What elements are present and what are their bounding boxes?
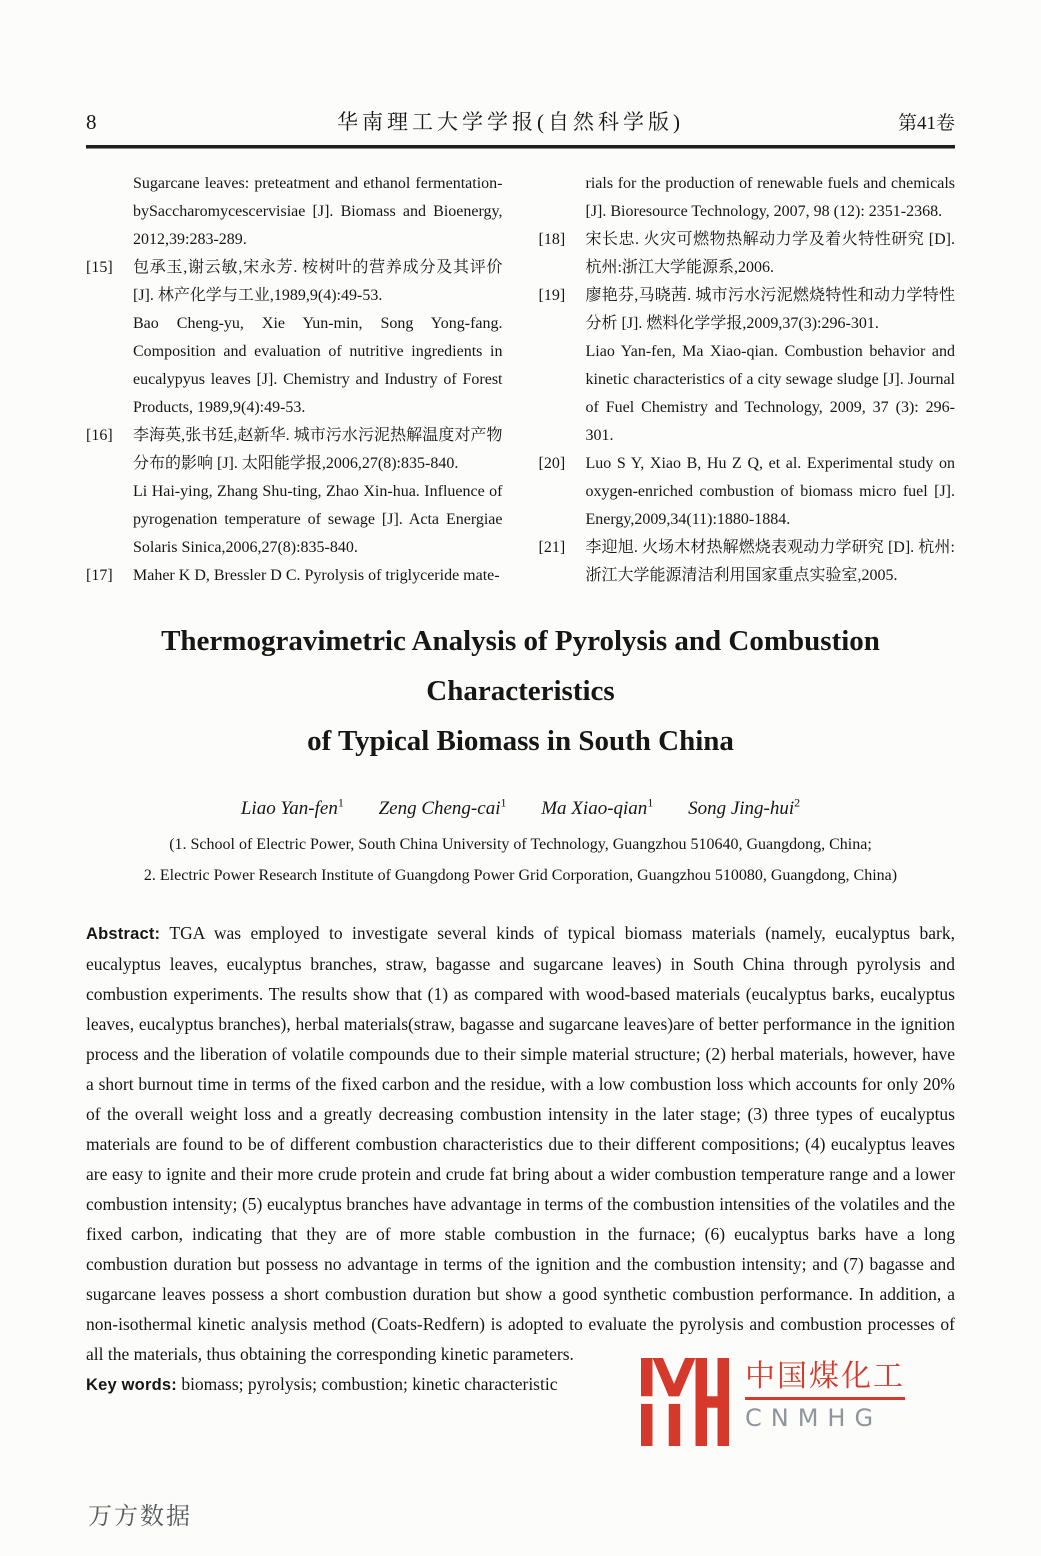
abstract-text: TGA was employed to investigate several kinds of typical biomass materials (namely, eucalyptus bark, eucalyptus leaves, eucalyptus branches, straw, bagasse and sugarcane leaves) in South China through pyrolysis and combustion experiments. The results show that (1) as compared with wood-based materials (eucalyptus barks, eucalyptus leaves, eucalyptus branches), herbal materials(straw, bagasse and sugarcane leaves)are of better performance in the ignition process and the liberation of volatile compounds due to their simple material structure; (2) herbal materials, however, have a short burnout time in terms of the fixed carbon and the residue, with a low combustion loss which accounts for only 20% of the overall weight loss and a greatly decreasing combustion intensity in the later stage; (3) three types of eucalyptus materials are found to be of different combustion characteristics due to their different compositions; (4) eucalyptus leaves are easy to ignite and their more crude protein and crude fat bring about a wider combustion temperature range and a lower combustion intensity; (5) eucalyptus branches have advantage in terms of the combustion intensities of the volatiles and the fixed carbon, indicating that they are of more stable combustion in the furnace; (6) eucalyptus barks have a long combustion duration but possess no advantage in terms of the ignition and the combustion intensity; and (7) bagasse and sugarcane leaves possess a short combustion duration but show a good synthetic combustion performance. In addition, a non-isothermal kinetic analysis method (Coats-Redfern) is adopted to evaluate the pyrolysis and combustion processes of all the materials, thus obtaining the corresponding kinetic parameters. [86, 923, 955, 1365]
author [541, 798, 653, 819]
article-title-line2: of Typical Biomass in South China [307, 725, 734, 757]
reference-entry [539, 282, 956, 450]
cnmhg-logo-text [745, 1358, 905, 1432]
cnmhg-logo-chinese: 中国煤化工 [745, 1360, 905, 1400]
journal-title: 华南理工大学学报(自然科学版) [337, 110, 684, 134]
reference-number: [20] [538, 455, 566, 472]
wanfang-watermark: 万方数据 [88, 1502, 192, 1530]
reference-text-en: Li Hai-ying, Zhang Shu-ting, Zhao Xin-hua. Influence of pyrogenation temperature of sewage [J]. Acta Energiae Solaris Sinica,2006,27(8):835-840. [133, 483, 503, 556]
author [241, 798, 344, 819]
author-affiliation-sup: 1 [337, 796, 344, 810]
reference-text: Maher K D, Bressler D C. Pyrolysis of triglyceride mate- [133, 567, 500, 584]
keywords-text: biomass; pyrolysis; combustion; kinetic characteristic [176, 1374, 558, 1395]
reference-text: rials for the production of renewable fuels and chemicals [J]. Bioresource Technology, 2007, 98 (12): 2351-2368. [585, 175, 955, 220]
reference-text [133, 254, 503, 422]
volume-label: 第41卷 [897, 113, 955, 134]
reference-number: [15] [86, 259, 113, 276]
reference-number: [16] [86, 427, 113, 444]
reference-entry [86, 254, 503, 422]
reference-number: [21] [538, 539, 566, 556]
author-name: Liao Yan-fen [240, 798, 338, 820]
cnmhg-logo [641, 1358, 905, 1446]
reference-entry [86, 562, 503, 590]
author-name: Song Jing-hui [688, 798, 795, 820]
author-affiliation-sup: 1 [647, 796, 654, 810]
affiliation-line: (1. School of Electric Power, South China University of Technology, Guangzhou 510640, Guangdong, China; [169, 836, 872, 854]
reference-number: [18] [538, 231, 566, 248]
header-divider [86, 145, 955, 148]
reference-list [86, 170, 955, 590]
reference-text-zh: 廖艳芬,马晓茜. 城市污水污泥燃烧特性和动力学特性分析 [J]. 燃料化学学报,2009,37(3):296-301. [585, 287, 955, 332]
reference-number: [19] [538, 287, 566, 304]
reference-entry [539, 534, 956, 590]
author-name: Zeng Cheng-cai [378, 798, 501, 820]
reference-text-zh: 李海英,张书廷,赵新华. 城市污水污泥热解温度对产物分布的影响 [J]. 太阳能学报,2006,27(8):835-840. [133, 427, 503, 472]
abstract-label: Abstract: [86, 925, 161, 944]
reference-text: 李迎旭. 火场木材热解燃烧表观动力学研究 [D]. 杭州:浙江大学能源清洁利用国家重点实验室,2005. [585, 539, 955, 584]
author [688, 798, 800, 819]
affiliations [86, 829, 955, 891]
coal-chem-monogram-icon [641, 1358, 729, 1446]
reference-number [539, 170, 586, 226]
author-affiliation-sup: 2 [794, 796, 801, 810]
reference-column-right [539, 170, 956, 590]
reference-text: Luo S Y, Xiao B, Hu Z Q, et al. Experimental study on oxygen-enriched combustion of biomass micro fuel [J]. Energy,2009,34(11):1880-1884. [585, 455, 955, 528]
reference-entry [539, 226, 956, 282]
reference-entry [539, 170, 956, 226]
reference-text: Sugarcane leaves: preteatment and ethanol fermentation-bySaccharomycescervisiae [J]. Biomass and Bioenergy, 2012,39:283-289. [133, 175, 503, 248]
page-number: 8 [86, 110, 97, 134]
article-title [86, 616, 955, 766]
reference-entry [86, 170, 503, 254]
author-affiliation-sup: 1 [500, 796, 507, 810]
author-name: Ma Xiao-qian [541, 798, 648, 820]
reference-column-left [86, 170, 503, 590]
reference-text-en: Liao Yan-fen, Ma Xiao-qian. Combustion behavior and kinetic characteristics of a city sewage sludge [J]. Journal of Fuel Chemistry and Technology, 2009, 37 (3): 296-301. [585, 343, 955, 444]
article-title-line1: Thermogravimetric Analysis of Pyrolysis and Combustion Characteristics [161, 625, 880, 707]
reference-text [586, 282, 956, 450]
reference-text-zh: 包承玉,谢云敏,宋永芳. 桉树叶的营养成分及其评价 [J]. 林产化学与工业,1989,9(4):49-53. [133, 259, 503, 304]
reference-text-en: Bao Cheng-yu, Xie Yun-min, Song Yong-fang. Composition and evaluation of nutritive ingredients in eucalypyus leaves [J]. Chemistry and Industry of Forest Products, 1989,9(4):49-53. [133, 315, 503, 416]
author-line [86, 796, 955, 820]
keywords-label: Key words: [86, 1376, 177, 1395]
abstract [86, 918, 955, 1369]
reference-entry [539, 450, 956, 534]
reference-number [86, 170, 133, 254]
cnmhg-logo-latin: CNMHG [745, 1404, 883, 1432]
page-header [86, 0, 955, 136]
reference-text [133, 422, 503, 562]
reference-entry [86, 422, 503, 562]
author [379, 798, 507, 819]
reference-text: 宋长忠. 火灾可燃物热解动力学及着火特性研究 [D]. 杭州:浙江大学能源系,2006. [585, 231, 955, 276]
reference-number: [17] [86, 567, 113, 584]
affiliation-line: 2. Electric Power Research Institute of Guangdong Power Grid Corporation, Guangzhou 510080, Guangdong, China) [143, 867, 898, 885]
